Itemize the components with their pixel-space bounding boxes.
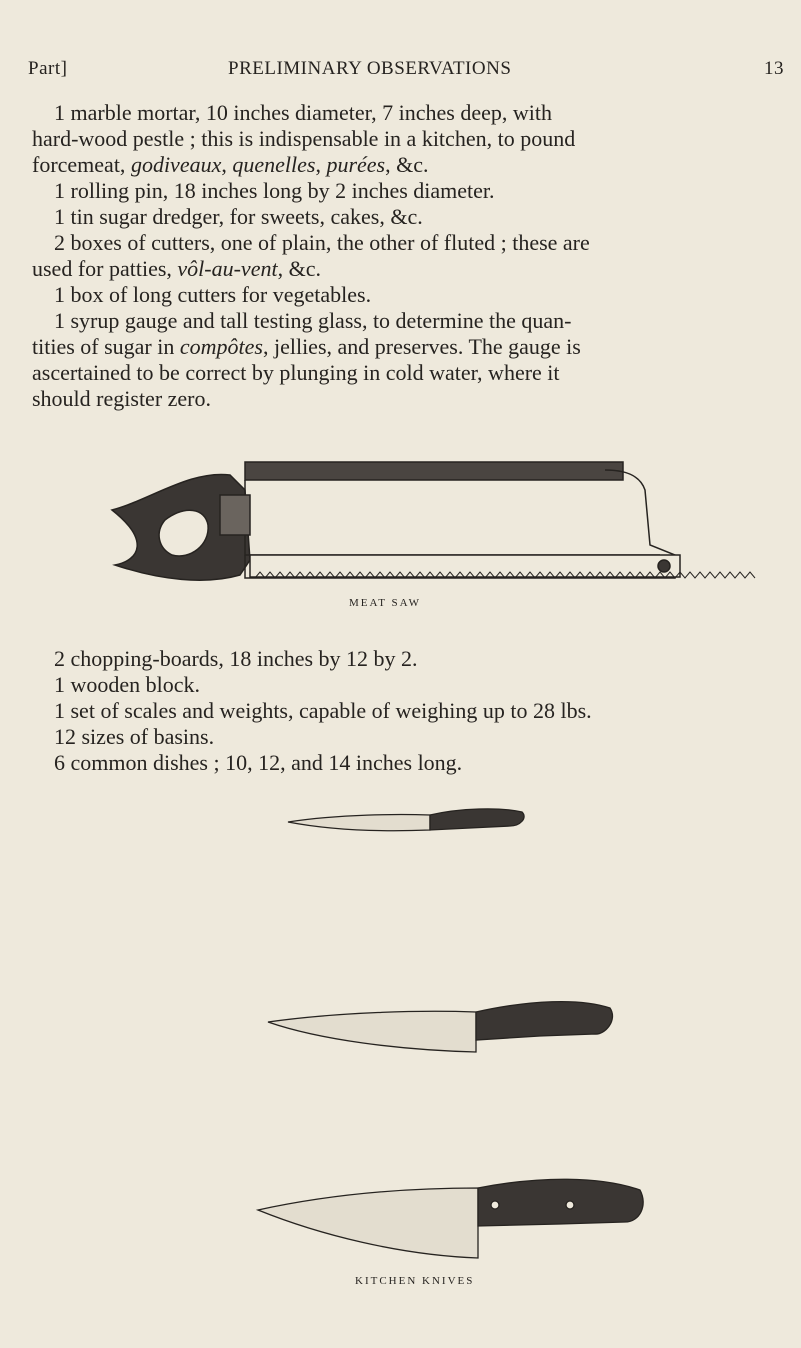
text-fragment: , &c. bbox=[385, 152, 429, 177]
item-basins: 12 sizes of basins. bbox=[54, 724, 215, 749]
header-part: Part] bbox=[28, 58, 68, 79]
item-mortar-line1: 1 marble mortar, 10 inches diameter, 7 inches deep, with bbox=[54, 100, 552, 125]
text-fragment: used for patties, bbox=[32, 256, 178, 281]
item-mortar-line2: hard-wood pestle ; this is indispensable in a kitchen, to pound bbox=[32, 126, 576, 151]
italic-term: compôtes bbox=[179, 334, 263, 359]
item-boards: 2 chopping-boards, 18 inches by 12 by 2. bbox=[54, 646, 418, 671]
item-dishes: 6 common dishes ; 10, 12, and 14 inches long. bbox=[54, 750, 463, 775]
saw-caption: MEAT SAW bbox=[349, 597, 422, 609]
italic-term: purées bbox=[326, 152, 386, 177]
item-syrup-line1: 1 syrup gauge and tall testing glass, to determine the quan- bbox=[54, 308, 572, 333]
italic-term: vôl-au-vent bbox=[177, 256, 278, 281]
item-block: 1 wooden block. bbox=[54, 672, 201, 697]
item-rolling-pin: 1 rolling pin, 18 inches long by 2 inches diameter. bbox=[54, 178, 495, 203]
item-long-cutters: 1 box of long cutters for vegetables. bbox=[54, 282, 372, 307]
item-scales: 1 set of scales and weights, capable of weighing up to 28 lbs. bbox=[54, 698, 592, 723]
text-fragment: , bbox=[221, 152, 233, 177]
item-cutters-line1: 2 boxes of cutters, one of plain, the other of fluted ; these are bbox=[54, 230, 590, 255]
italic-term: quenelles bbox=[232, 152, 316, 177]
item-syrup-line4: should register zero. bbox=[32, 386, 211, 411]
italic-term: godiveaux bbox=[130, 152, 222, 177]
item-syrup-line3: ascertained to be correct by plunging in cold water, where it bbox=[32, 360, 560, 385]
knives-caption: KITCHEN KNIVES bbox=[355, 1275, 475, 1287]
item-dredger: 1 tin sugar dredger, for sweets, cakes, &c. bbox=[54, 204, 423, 229]
page-number: 13 bbox=[764, 58, 784, 79]
text-fragment: , &c. bbox=[277, 256, 321, 281]
text-fragment: , jellies, and preserves. The gauge is bbox=[262, 334, 581, 359]
text-fragment: , bbox=[315, 152, 327, 177]
text-fragment: forcemeat, bbox=[32, 152, 131, 177]
header-title: PRELIMINARY OBSERVATIONS bbox=[228, 58, 512, 79]
text-fragment: tities of sugar in bbox=[32, 334, 180, 359]
